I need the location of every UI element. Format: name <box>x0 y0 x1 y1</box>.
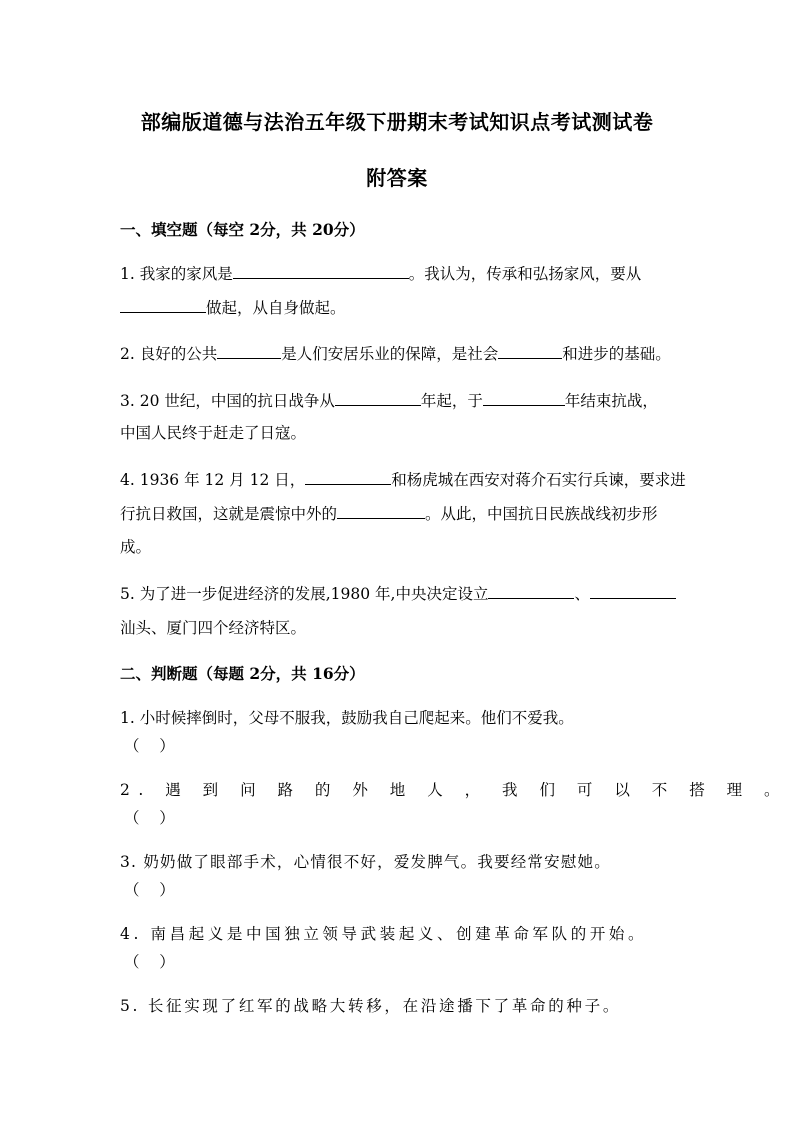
answer-blank[interactable] <box>488 582 574 599</box>
tf-question-5: 5. 长征实现了红军的战略大转移，在沿途播下了革命的种子。 <box>120 997 622 1015</box>
answer-blank[interactable] <box>498 342 562 359</box>
question-4-cont2: 成。 <box>120 538 152 556</box>
answer-blank[interactable] <box>335 389 421 406</box>
answer-blank[interactable] <box>483 389 565 406</box>
answer-parentheses[interactable]: （ ） <box>124 737 175 755</box>
question-4-cont: 行抗日救国，这就是震惊中外的 。从此，中国抗日民族战线初步形 <box>120 502 676 524</box>
section-fill-blank-heading: 一、填空题（每空 2分，共 20分） <box>120 220 365 239</box>
section-true-false-heading: 二、判断题（每题 2分，共 16分） <box>120 664 365 683</box>
tf-question-3: 3. 奶奶做了眼部手术，心情很不好，爱发脾气。我要经常安慰她。 <box>120 853 611 871</box>
answer-parentheses[interactable]: （ ） <box>124 809 175 827</box>
tf-question-1: 1. 小时候摔倒时，父母不服我，鼓励我自己爬起来。他们不爱我。 <box>120 709 574 727</box>
answer-blank[interactable] <box>233 262 409 279</box>
answer-parentheses[interactable]: （ ） <box>124 953 175 971</box>
question-1-cont: 做起，从自身做起。 <box>120 296 676 318</box>
answer-blank[interactable] <box>217 342 281 359</box>
tf-question-4: 4. 南昌起义是中国独立领导武装起义、创建革命军队的开始。 <box>120 925 648 943</box>
question-3-cont: 中国人民终于赶走了日寇。 <box>120 424 307 442</box>
answer-blank[interactable] <box>590 582 676 599</box>
question-1: 1. 我家的家风是 。我认为，传承和弘扬家风，要从 <box>120 262 676 284</box>
tf-question-2: 2. 遇 到 问 路 的 外 地 人 ， 我 们 可 以 不 搭 理 。 <box>120 781 789 799</box>
question-2: 2. 良好的公共 是人们安居乐业的保障，是社会 和进步的基础。 <box>120 342 676 364</box>
answer-parentheses[interactable]: （ ） <box>124 881 175 899</box>
answer-blank[interactable] <box>305 468 391 485</box>
question-4: 4. 1936 年 12 月 12 日， 和杨虎城在西安对蒋介石实行兵谏，要求进 <box>120 468 676 490</box>
question-3: 3. 20 世纪，中国的抗日战争从 年起，于 年结束抗战， <box>120 389 676 411</box>
question-5: 5. 为了进一步促进经济的发展,1980 年,中央决定设立 、 <box>120 582 676 604</box>
answer-blank[interactable] <box>120 296 206 313</box>
question-5-cont: 汕头、厦门四个经济特区。 <box>120 619 307 637</box>
answer-blank[interactable] <box>337 502 425 519</box>
page-subtitle: 附答案 <box>366 166 428 190</box>
page-title: 部编版道德与法治五年级下册期末考试知识点考试测试卷 <box>140 110 654 134</box>
